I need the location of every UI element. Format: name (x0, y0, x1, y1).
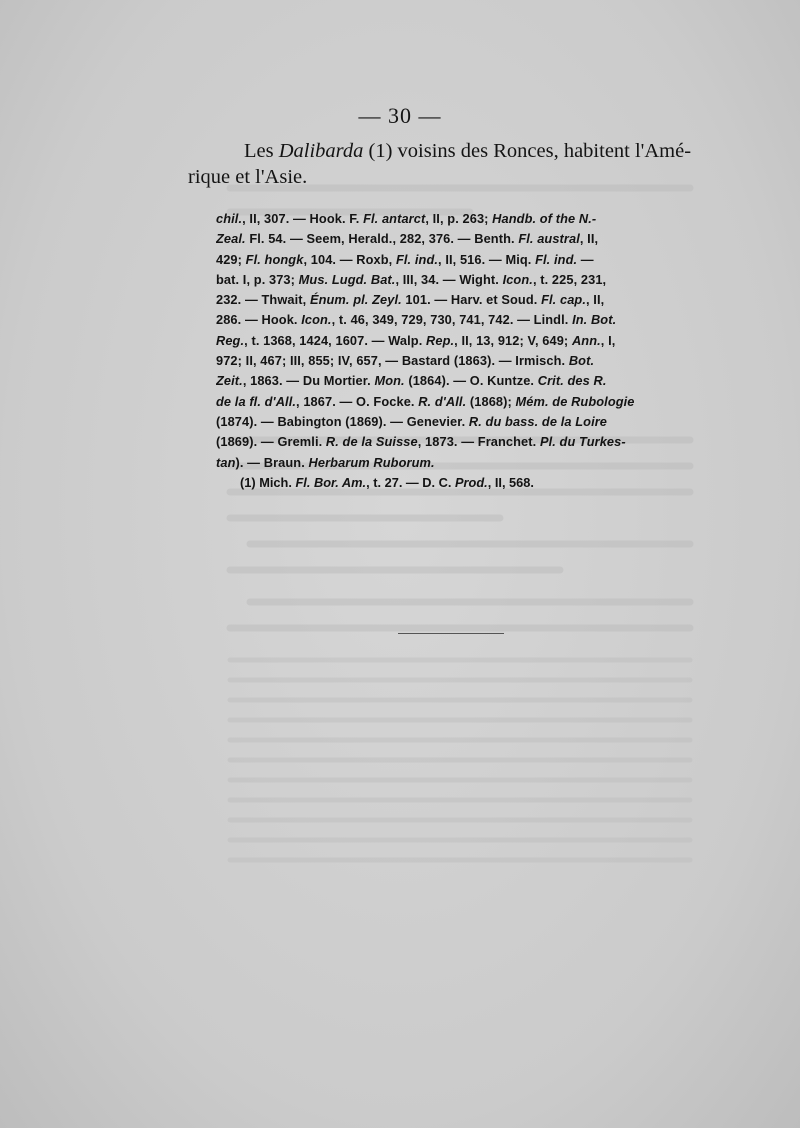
reference-title: In. Bot. (572, 312, 617, 328)
reference-text: Fl. 54. — Seem, Herald., 282, 376. — Benth. (245, 231, 519, 247)
reference-title: Énum. pl. Zeyl. (309, 292, 402, 308)
reference-title: R. d'All. (418, 393, 467, 409)
reference-text: 286. — Hook. (216, 312, 302, 328)
reference-text: (1874). — Babington (1869). — Genevier. (216, 413, 469, 429)
reference-title: Handb. of the N.- (492, 211, 597, 226)
page-number: — 30 — (358, 103, 442, 128)
reference-line (216, 453, 700, 473)
reference-text: , II, p. 263; (425, 211, 493, 226)
reference-text: — (577, 251, 594, 267)
reference-text: , t. 46, 349, 729, 730, 741, 742. — Lindl. (331, 312, 573, 328)
reference-title: de la fl. d'All. (216, 393, 297, 409)
genus-name: Dalibarda (278, 140, 364, 162)
reference-text: , t. 225, 231, (532, 271, 607, 287)
reference-title: Icon. (502, 271, 533, 287)
reference-title: Fl. antarct (363, 211, 426, 226)
reference-text: , II, 516. — Miq. (438, 251, 536, 267)
reference-text: , III, 34. — Wight. (395, 271, 503, 287)
reference-line (216, 331, 700, 351)
reference-title: Pl. du Turkes- (539, 434, 626, 450)
main-paragraph (188, 138, 700, 190)
reference-title: Fl. ind. (535, 251, 578, 267)
reference-text: (1) Mich. (240, 475, 296, 490)
reference-text: , 1867. — O. Focke. (296, 393, 419, 409)
reference-line (216, 432, 700, 452)
reference-title: Icon. (301, 312, 332, 328)
reference-text: 429; (216, 251, 246, 267)
reference-title: Fl. hongk (245, 251, 304, 267)
reference-title: Fl. austral (518, 231, 580, 247)
reference-title: Fl. cap. (541, 292, 586, 308)
reference-text: , 1873. — Franchet. (417, 434, 540, 450)
reference-line (216, 351, 700, 371)
reference-title: Mém. de Rubologie (515, 393, 635, 409)
reference-line (216, 209, 700, 229)
main-text-line2: rique et l'Asie. (188, 166, 308, 188)
reference-text: , II, (585, 292, 605, 308)
reference-text: (1869). — Gremli. (216, 434, 326, 450)
reference-line (216, 392, 700, 412)
reference-line (216, 371, 700, 391)
reference-text: , 104. — Roxb, (303, 251, 396, 267)
reference-line (216, 310, 700, 330)
reference-text: (1864). — O. Kuntze. (404, 373, 538, 389)
separator-rule (398, 633, 504, 634)
reference-title: Prod. (455, 475, 488, 490)
reference-line (216, 290, 700, 310)
reference-title: Crit. des R. (537, 373, 607, 389)
reference-line (216, 270, 700, 290)
reference-text: 972; II, 467; III, 855; IV, 657, — Bastard (1863). — Irmisch. (216, 353, 569, 369)
reference-title: R. du bass. de la Loire (468, 413, 608, 429)
reference-title: Rep. (426, 332, 455, 348)
reference-title: Fl. Bor. Am. (295, 475, 367, 490)
reference-text: bat. I, p. 373; (216, 271, 299, 287)
reference-title: Herbarum Ruborum. (308, 454, 435, 470)
reference-title: Zeit. (216, 373, 243, 389)
reference-text: , II, 568. (487, 475, 534, 490)
reference-text: 232. — Thwait, (216, 292, 310, 308)
reference-text: ). — Braun. (235, 454, 309, 470)
reference-title: Reg. (216, 332, 245, 348)
reference-text: , II, 13, 912; V, 649; (454, 332, 572, 348)
reference-title: Zeal. (216, 231, 246, 247)
main-text-intro: Les (244, 140, 279, 162)
reference-title: tan (216, 454, 236, 470)
footnote (240, 473, 700, 493)
reference-line (216, 250, 700, 270)
reference-line (216, 229, 700, 249)
main-text-line1-rest: (1) voisins des Ronces, habitent l'Amé- (363, 140, 692, 162)
reference-title: Mon. (374, 373, 405, 389)
reference-text: (1868); (466, 393, 516, 409)
reference-title: Mus. Lugd. Bat. (298, 271, 396, 287)
reference-text: , II, 307. — Hook. F. (242, 211, 364, 226)
reference-text: 101. — Harv. et Soud. (401, 292, 542, 308)
reference-title: chil. (216, 211, 243, 226)
reference-title: Fl. ind. (395, 251, 439, 267)
reference-title: Bot. (568, 353, 595, 369)
reference-text: , I, (600, 332, 616, 348)
reference-text: , 1863. — Du Mortier. (242, 373, 375, 389)
reference-title: Ann. (571, 332, 601, 348)
reference-text: , t. 1368, 1424, 1607. — Walp. (244, 332, 427, 348)
reference-line (216, 412, 700, 432)
reference-title: R. de la Suisse (325, 434, 418, 450)
reference-text: , t. 27. — D. C. (366, 475, 455, 490)
reference-text: , II, (579, 231, 599, 247)
reference-list (216, 209, 700, 473)
